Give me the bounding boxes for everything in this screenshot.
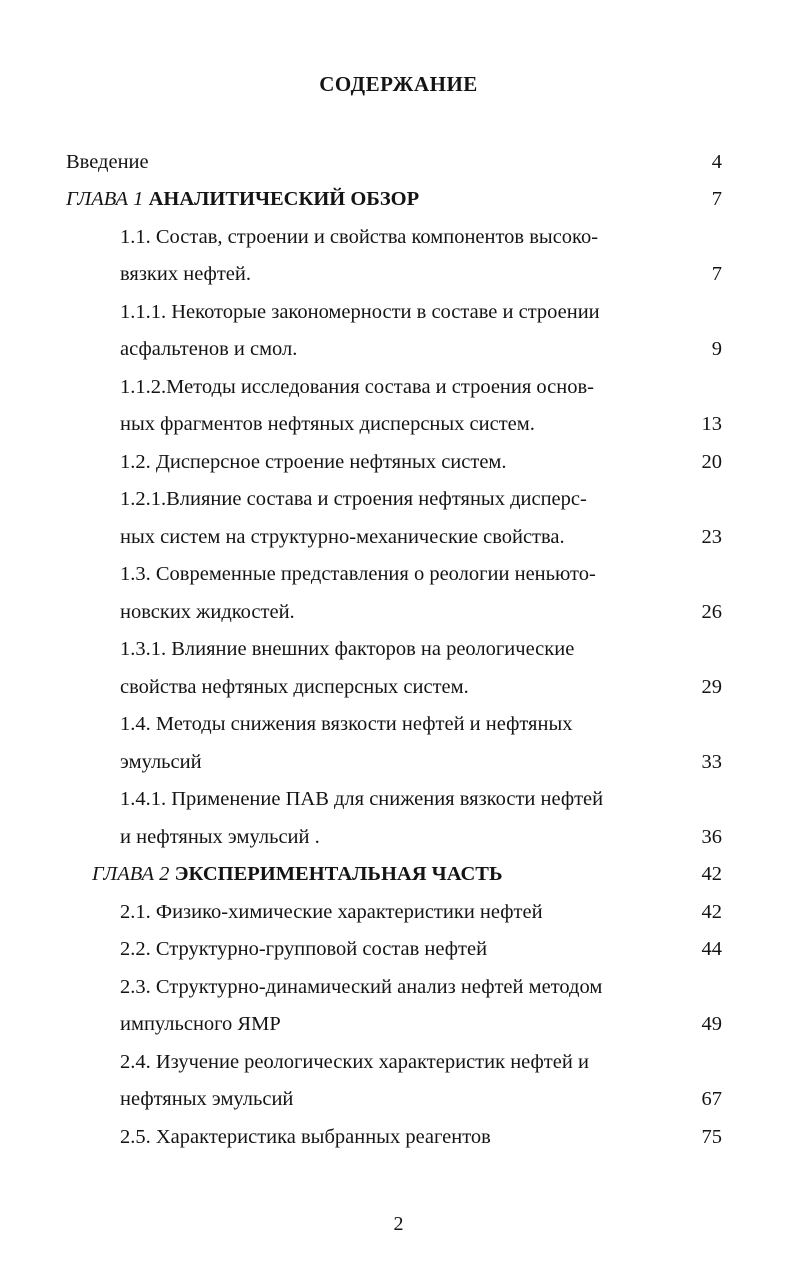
toc-entry-text: 1.2. Дисперсное строение нефтяных систем. — [120, 451, 507, 473]
toc-entry-page: 36 — [701, 826, 722, 848]
toc-entry-page: 7 — [711, 188, 722, 210]
toc-entry-page: 49 — [701, 1013, 722, 1035]
page-number: 2 — [393, 1213, 404, 1235]
toc-entry — [0, 631, 797, 668]
toc-entry-text: 1.1. Состав, строении и свойства компонентов высоко- — [120, 226, 599, 248]
toc-entry-text: свойства нефтяных дисперсных систем. — [120, 676, 469, 698]
toc-entry-page: 42 — [701, 863, 722, 885]
toc-chapter-title: АНАЛИТИЧЕСКИЙ ОБЗОР — [148, 188, 420, 210]
toc-entry-text: новских жидкостей. — [120, 601, 295, 623]
toc-entry-page: 4 — [711, 151, 722, 173]
toc-entry — [0, 781, 797, 818]
toc-entry-text: вязких нефтей. — [120, 263, 251, 285]
toc-entry — [0, 219, 797, 256]
toc-entry-text: ных систем на структурно-механические свойства. — [120, 526, 565, 548]
toc-entry-page: 29 — [701, 676, 722, 698]
toc-entry — [0, 1006, 797, 1043]
toc-entry-text: 2.1. Физико-химические характеристики нефтей — [120, 901, 543, 923]
toc-entry-text: нефтяных эмульсий — [120, 1088, 294, 1110]
toc-entry-text: эмульсий — [120, 751, 202, 773]
toc-entry — [0, 444, 797, 481]
toc-entry-text: 1.4.1. Применение ПАВ для снижения вязкости нефтей — [120, 788, 604, 810]
toc-entry — [0, 594, 797, 631]
toc-entry — [0, 1119, 797, 1156]
toc-entry-text: 1.1.2.Методы исследования состава и строения основ- — [120, 376, 595, 398]
toc-entry — [0, 894, 797, 931]
toc-entry-text: импульсного ЯМР — [120, 1013, 281, 1035]
toc-entry-text: 2.5. Характеристика выбранных реагентов — [120, 1126, 491, 1148]
toc-entry-page: 44 — [701, 938, 722, 960]
toc-entry — [0, 969, 797, 1006]
toc-entry-text: 1.4. Методы снижения вязкости нефтей и нефтяных — [120, 713, 573, 735]
toc-chapter-prefix: ГЛАВА 2 — [92, 863, 170, 885]
toc-entry — [0, 294, 797, 331]
toc-entry — [0, 556, 797, 593]
toc-entry-text: 2.3. Структурно-динамический анализ нефтей методом — [120, 976, 603, 998]
toc-entry-page: 20 — [701, 451, 722, 473]
page-title: СОДЕРЖАНИЕ — [319, 72, 478, 96]
toc-entry — [0, 706, 797, 743]
toc-entry — [0, 744, 797, 781]
toc-entry-text: Введение — [66, 151, 149, 173]
toc-entry — [0, 819, 797, 856]
toc-chapter-title: ЭКСПЕРИМЕНТАЛЬНАЯ ЧАСТЬ — [174, 863, 503, 885]
toc-entry — [0, 331, 797, 368]
toc-entry-text: ных фрагментов нефтяных дисперсных систем. — [120, 413, 535, 435]
toc-entry — [0, 931, 797, 968]
toc-entry-text: и нефтяных эмульсий . — [120, 826, 320, 848]
toc-entry — [0, 1081, 797, 1118]
toc-entry-page: 13 — [701, 413, 722, 435]
toc-entry — [0, 369, 797, 406]
toc-chapter-heading — [0, 181, 797, 218]
toc-entry-page: 7 — [711, 263, 722, 285]
toc-entry-page: 9 — [711, 338, 722, 360]
toc-entry-page: 42 — [701, 901, 722, 923]
toc-entry — [0, 1044, 797, 1081]
toc-entry — [0, 256, 797, 293]
toc-entry-text: 1.3. Современные представления о реологии неньюто- — [120, 563, 596, 585]
toc-entry — [0, 406, 797, 443]
toc-entry — [0, 519, 797, 556]
toc-entry-text: асфальтенов и смол. — [120, 338, 298, 360]
toc-entry-page: 26 — [701, 601, 722, 623]
toc-entry-text: 2.2. Структурно-групповой состав нефтей — [120, 938, 488, 960]
toc-entry — [0, 144, 797, 181]
toc-entry-page: 23 — [701, 526, 722, 548]
toc-entry-page: 75 — [701, 1126, 722, 1148]
toc-entry — [0, 481, 797, 518]
toc-entry-text: 1.1.1. Некоторые закономерности в составе и строении — [120, 301, 600, 323]
toc-chapter-prefix: ГЛАВА 1 — [66, 188, 144, 210]
toc-entry-text: 1.2.1.Влияние состава и строения нефтяных дисперс- — [120, 488, 587, 510]
toc-entry — [0, 669, 797, 706]
toc-entry-page: 67 — [701, 1088, 722, 1110]
toc-entry-text: 1.3.1. Влияние внешних факторов на реологические — [120, 638, 575, 660]
toc-chapter-heading — [0, 856, 797, 893]
toc-entry-text: 2.4. Изучение реологических характеристик нефтей и — [120, 1051, 589, 1073]
toc-entry-page: 33 — [701, 751, 722, 773]
